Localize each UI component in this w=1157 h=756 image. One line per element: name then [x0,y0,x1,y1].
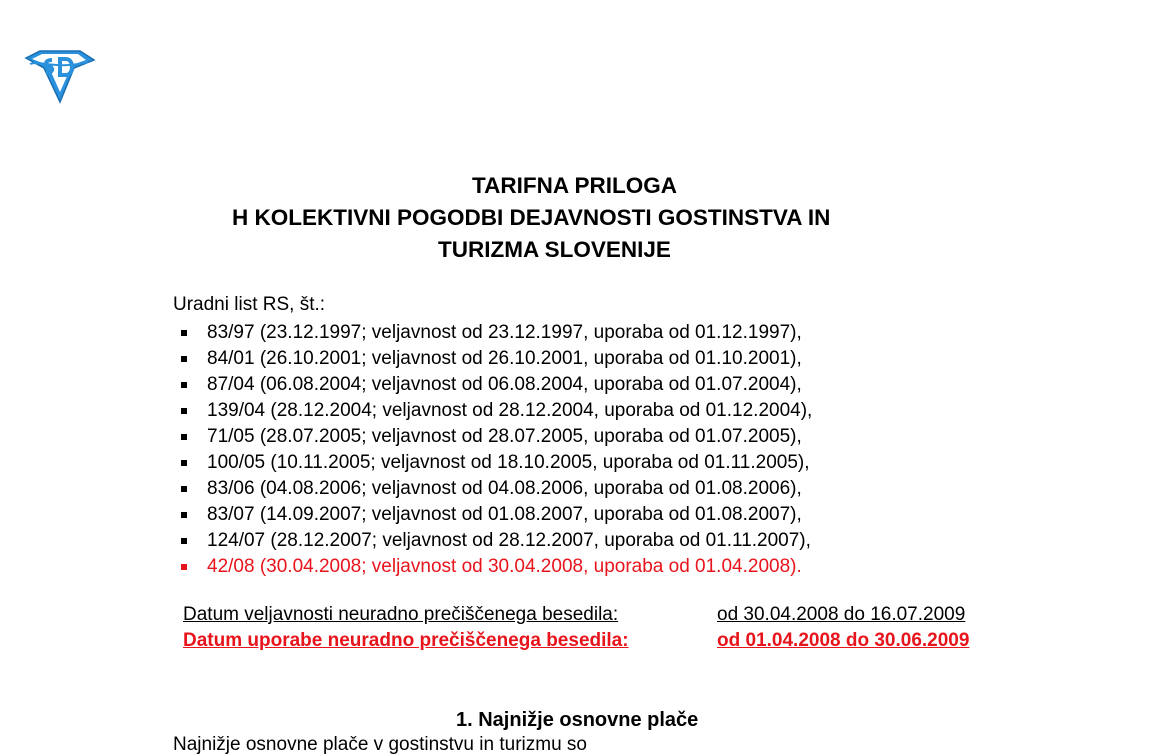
validity-date-label: Datum veljavnosti neuradno prečiščenega besedila: [183,604,619,625]
title-line-3: TURIZMA SLOVENIJE [438,237,671,262]
sd-logo [22,48,96,104]
title-line-1: TARIFNA PRILOGA [472,173,677,198]
gazette-item-text: 83/06 (04.08.2006; veljavnost od 04.08.2006, uporaba od 01.08.2006), [207,478,802,499]
gazette-item [178,476,812,502]
gazette-item [178,320,812,346]
gazette-list [178,320,812,580]
gazette-item-text: 71/05 (28.07.2005; veljavnost od 28.07.2005, uporaba od 01.07.2005), [207,426,802,447]
validity-date-value: od 30.04.2008 do 16.07.2009 [717,604,966,625]
sd-logo-emblem [22,48,96,104]
section-body-text: Najnižje osnovne plače v gostinstvu in turizmu so [173,734,587,755]
bullet-icon [181,564,187,570]
bullet-icon [181,460,187,466]
application-date-value: od 01.04.2008 do 30.06.2009 [717,630,970,651]
gazette-item-text: 100/05 (10.11.2005; veljavnost od 18.10.2005, uporaba od 01.11.2005), [207,452,810,473]
application-date-label: Datum uporabe neuradno prečiščenega besedila: [183,630,629,651]
bullet-icon [181,356,187,362]
gazette-item [178,424,812,450]
gazette-item [178,528,812,554]
bullet-icon [181,538,187,544]
gazette-item [178,372,812,398]
bullet-icon [181,486,187,492]
bullet-icon [181,330,187,336]
gazette-item-current [178,554,812,580]
bullet-icon [181,408,187,414]
section-heading: 1. Najnižje osnovne plače [456,709,699,731]
gazette-item-text: 83/07 (14.09.2007; veljavnost od 01.08.2007, uporaba od 01.08.2007), [207,504,802,525]
gazette-item-text: 84/01 (26.10.2001; veljavnost od 26.10.2001, uporaba od 01.10.2001), [207,348,802,369]
bullet-icon [181,512,187,518]
bullet-icon [181,382,187,388]
gazette-item-text: 87/04 (06.08.2004; veljavnost od 06.08.2004, uporaba od 01.07.2004), [207,374,802,395]
gazette-item [178,450,812,476]
gazette-item [178,502,812,528]
gazette-item-text: 124/07 (28.12.2007; veljavnost od 28.12.2007, uporaba od 01.11.2007), [207,530,811,551]
gazette-item [178,398,812,424]
title-line-2: H KOLEKTIVNI POGODBI DEJAVNOSTI GOSTINSTVA IN [232,205,831,230]
gazette-item-text: 139/04 (28.12.2004; veljavnost od 28.12.2004, uporaba od 01.12.2004), [207,400,813,421]
gazette-label: Uradni list RS, št.: [173,294,326,315]
gazette-item [178,346,812,372]
gazette-item-text: 42/08 (30.04.2008; veljavnost od 30.04.2008, uporaba od 01.04.2008). [207,556,802,577]
gazette-item-text: 83/97 (23.12.1997; veljavnost od 23.12.1997, uporaba od 01.12.1997), [207,322,802,343]
bullet-icon [181,434,187,440]
